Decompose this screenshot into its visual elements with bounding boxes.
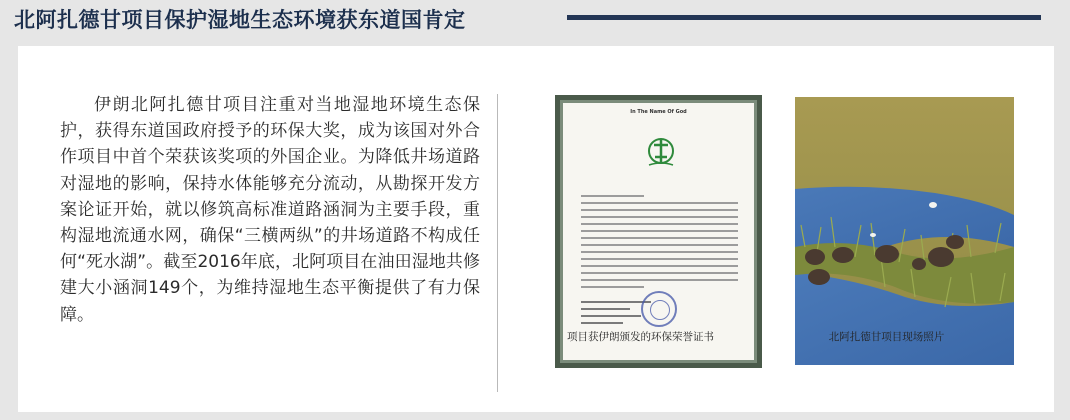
wetland-site-photo: [795, 97, 1014, 365]
certificate-heading: In The Name Of God: [630, 109, 687, 115]
wetland-photo-graphic: [795, 97, 1014, 365]
certificate-document: [560, 100, 757, 363]
certificate-caption: 项目获伊朗颁发的环保荣誉证书: [567, 331, 714, 343]
header-bar: [0, 0, 1070, 42]
certificate-image: [555, 95, 762, 368]
certificate-seal: [641, 291, 677, 327]
page-title: 北阿扎德甘项目保护湿地生态环境获东道国肯定: [14, 8, 466, 32]
content-panel: [18, 46, 1054, 412]
certificate-emblem-icon: [641, 131, 681, 171]
vertical-divider: [497, 94, 498, 392]
certificate-body-text: [581, 195, 738, 293]
article-paragraph: 伊朗北阿扎德甘项目注重对当地湿地环境生态保护，获得东道国政府授予的环保大奖，成为该国对外合作项目中首个荣获该奖项的外国企业。为降低井场道路对湿地的影响，保持水体能够充分流动，从勘探开发方案论证开始，就以修筑高标准道路涵洞为主要手段，重构湿地流通水网，确保“三横两纵”的井场道路不构成任何“死水湖”。截至2016年底，北阿项目在油田湿地共修建大小涵洞149个，为维持湿地生态平衡提供了有力保障。: [60, 95, 480, 325]
photo-caption: 北阿扎德甘项目现场照片: [828, 331, 945, 343]
title-rule: [567, 15, 1041, 20]
